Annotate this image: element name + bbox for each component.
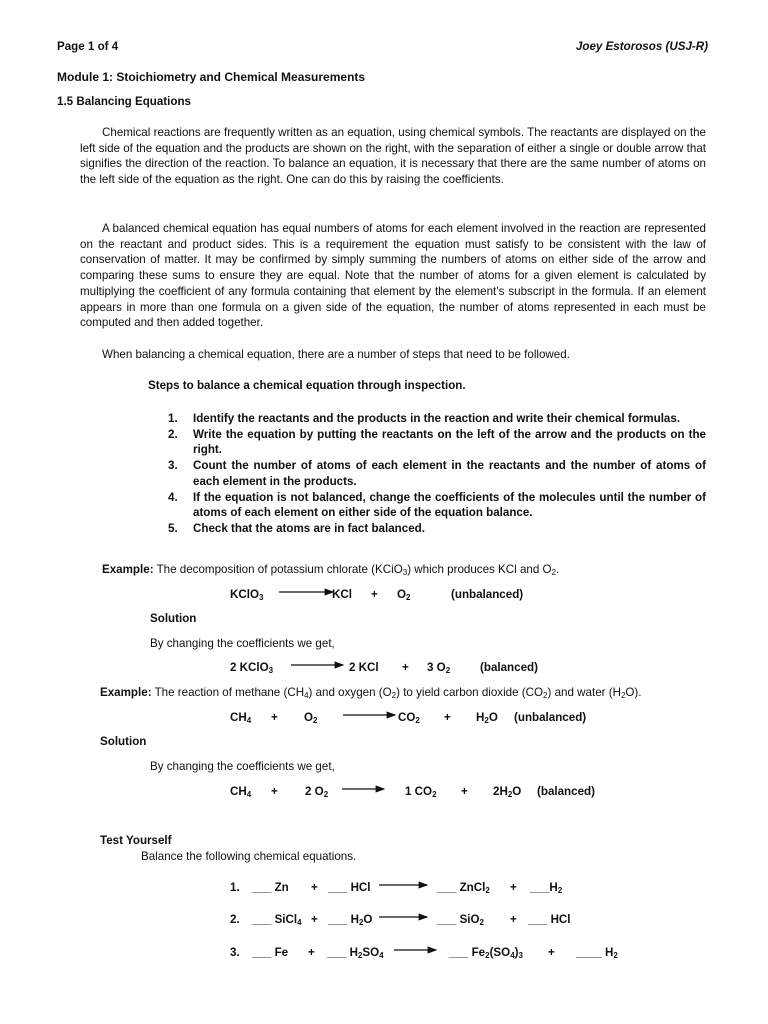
test-equation-2	[230, 913, 610, 929]
example-1-statement	[102, 563, 559, 576]
test-equation-3	[230, 946, 630, 962]
product: $H_2O$	[476, 711, 498, 725]
plus-sign: +	[402, 661, 409, 674]
plus-sign: +	[311, 913, 318, 926]
paragraph-1: Chemical reactions are frequently written as an equation, using chemical symbols. The reactants are displayed on the left side of the equation and the products are shown on the right, with the separation of either a single or double arrow that signifies the direction of the reaction. To balance an equation, it is necessary that there are the same number of atoms on the left side of the equation as the right. One can do this by raising the coefficients.	[80, 126, 706, 187]
blank-term: ___ SiCl$_4$	[252, 913, 302, 927]
example-1-unbalanced-equation	[230, 588, 550, 604]
plus-sign: +	[308, 946, 315, 959]
example-2-balanced-equation	[230, 785, 610, 801]
subscript: 2	[551, 568, 556, 577]
plus-sign: +	[311, 881, 318, 894]
plus-sign: +	[271, 711, 278, 724]
equation-note: (balanced)	[537, 785, 595, 798]
product: $CO_2$	[398, 711, 420, 725]
subscript: 3	[402, 568, 408, 577]
question-number: 2.	[230, 913, 240, 926]
step-text: Count the number of atoms of each element in the reactants and the number of atoms of each element in the products.	[193, 459, 706, 488]
example-label: Example:	[100, 686, 152, 699]
page-number: Page 1 of 4	[57, 40, 119, 53]
test-equation-1	[230, 881, 610, 897]
plus-sign: +	[548, 946, 555, 959]
product: $O_2$	[397, 588, 411, 602]
example-text: ) which produces KCl and O	[407, 563, 552, 576]
step-number: 4.	[168, 490, 178, 504]
solution-label: Solution	[150, 612, 197, 625]
step-number: 2.	[168, 427, 178, 441]
equation-note: (unbalanced)	[514, 711, 587, 724]
paragraph-2: A balanced chemical equation has equal numbers of atoms for each element involved in the reaction are represented on the reactant and product sides. This is a requirement the equation must satisfy to be consistent with the law of conservation of matter. It may be confirmed by simply summing the numbers of atoms on either side of the arrow and comparing these sums to ensure they are equal. Note that the number of atoms for a given element is calculated by multiplying the coefficient of any formula containing that element by the element’s subscript in the formula. If an element appears in more than one formula on a given side of the equation, the number of atoms represented in each must be computed and then added together.	[80, 222, 706, 330]
blank-term: ___ ZnCl$_2$	[437, 881, 490, 895]
blank-term: ____ $H_2$	[576, 946, 618, 960]
example-text: O).	[625, 686, 642, 699]
reaction-arrow-icon	[378, 911, 430, 923]
blank-term: ___ $Fe_2(SO_4)_3$	[449, 946, 523, 960]
step-number: 1.	[168, 412, 178, 425]
list-item	[168, 521, 706, 537]
step-text: Identify the reactants and the products in the reaction and write their chemical formulas.	[193, 412, 681, 425]
blank-term: ___ Fe	[252, 946, 289, 959]
example-text: The reaction of methane (CH	[151, 686, 305, 699]
question-number: 3.	[230, 946, 240, 959]
product: 1 $CO_2$	[405, 785, 437, 799]
plus-sign: +	[461, 785, 468, 798]
test-instruction: Balance the following chemical equations.	[141, 850, 357, 863]
steps-heading: Steps to balance a chemical equation through inspection.	[148, 379, 466, 392]
changing-coefficients-text: By changing the coefficients we get,	[150, 760, 335, 773]
example-text: .	[556, 563, 560, 576]
example-text: ) and water (H	[547, 686, 621, 699]
reaction-arrow-icon	[341, 783, 387, 795]
author: Joey Estorosos (USJ-R)	[575, 40, 708, 53]
example-text: ) to yield carbon dioxide (CO	[396, 686, 544, 699]
reactant: KClO$_3$	[230, 588, 264, 602]
plus-sign: +	[444, 711, 451, 724]
blank-term: ___ HCl	[328, 881, 371, 894]
plus-sign: +	[510, 913, 517, 926]
reactant: $CH_4$	[230, 711, 252, 725]
section-title: 1.5 Balancing Equations	[57, 95, 192, 108]
example-text: ) and oxygen (O	[308, 686, 392, 699]
blank-term: ___ $H_2O$	[328, 913, 373, 927]
product: KCl	[332, 588, 352, 601]
reactant: $O_2$	[304, 711, 318, 725]
step-text: Check that the atoms are in fact balanced.	[193, 521, 425, 535]
reaction-arrow-icon	[290, 659, 346, 671]
blank-term: ___ Zn	[252, 881, 289, 894]
module-title: Module 1: Stoichiometry and Chemical Measurements	[57, 70, 366, 84]
solution-label: Solution	[100, 735, 147, 748]
plus-sign: +	[371, 588, 378, 601]
blank-term: $\_\_\_H_2$	[530, 881, 563, 895]
test-yourself-title: Test Yourself	[100, 834, 172, 847]
example-2-unbalanced-equation	[230, 711, 600, 727]
example-label: Example:	[102, 563, 154, 576]
product: $2H_2O$	[493, 785, 522, 799]
step-number: 5.	[168, 521, 178, 535]
blank-term: ___ HCl	[528, 913, 571, 926]
equation-note: (balanced)	[480, 661, 538, 674]
list-item	[168, 411, 706, 427]
blank-term: ___ $H_2SO_4$	[327, 946, 384, 960]
reaction-arrow-icon	[378, 879, 430, 891]
example-2-statement: Example: The reaction of methane $(CH_4)$ and oxygen $(O_2)$ to yield carbon dioxide $(CO_2)$ and water $(H_2O)$.	[100, 686, 642, 700]
reactant: 2 $O_2$	[305, 785, 329, 799]
steps-list	[168, 411, 706, 537]
question-number: 1.	[230, 881, 240, 894]
plus-sign: +	[271, 785, 278, 798]
product: 3 $O_2$	[427, 661, 451, 675]
plus-sign: +	[510, 881, 517, 894]
reaction-arrow-icon	[342, 709, 398, 721]
step-text: Write the equation by putting the reactants on the left of the arrow and the products on the right.	[193, 427, 706, 457]
reaction-arrow-icon	[278, 586, 336, 598]
step-number: 3.	[168, 459, 178, 473]
example-text: The decomposition of potassium chlorate (KCiO	[153, 563, 403, 576]
list-item	[168, 427, 706, 458]
product: 2 KCl	[349, 661, 379, 674]
reaction-arrow-icon	[393, 944, 439, 956]
reactant: $CH_4$	[230, 785, 252, 799]
reactant: 2 KClO$_3$	[230, 661, 274, 675]
step-text: If the equation is not balanced, change the coefficients of the molecules until the number of atoms of each element on either side of the equation balance.	[193, 490, 706, 520]
example-1-balanced-equation	[230, 661, 550, 677]
list-item	[168, 458, 706, 489]
blank-term: ___ SiO$_2$	[437, 913, 484, 927]
equation-note: (unbalanced)	[451, 588, 524, 601]
list-item	[168, 490, 706, 521]
changing-coefficients-text: By changing the coefficients we get,	[150, 637, 335, 650]
paragraph-3: When balancing a chemical equation, there are a number of steps that need to be followed.	[102, 348, 570, 361]
